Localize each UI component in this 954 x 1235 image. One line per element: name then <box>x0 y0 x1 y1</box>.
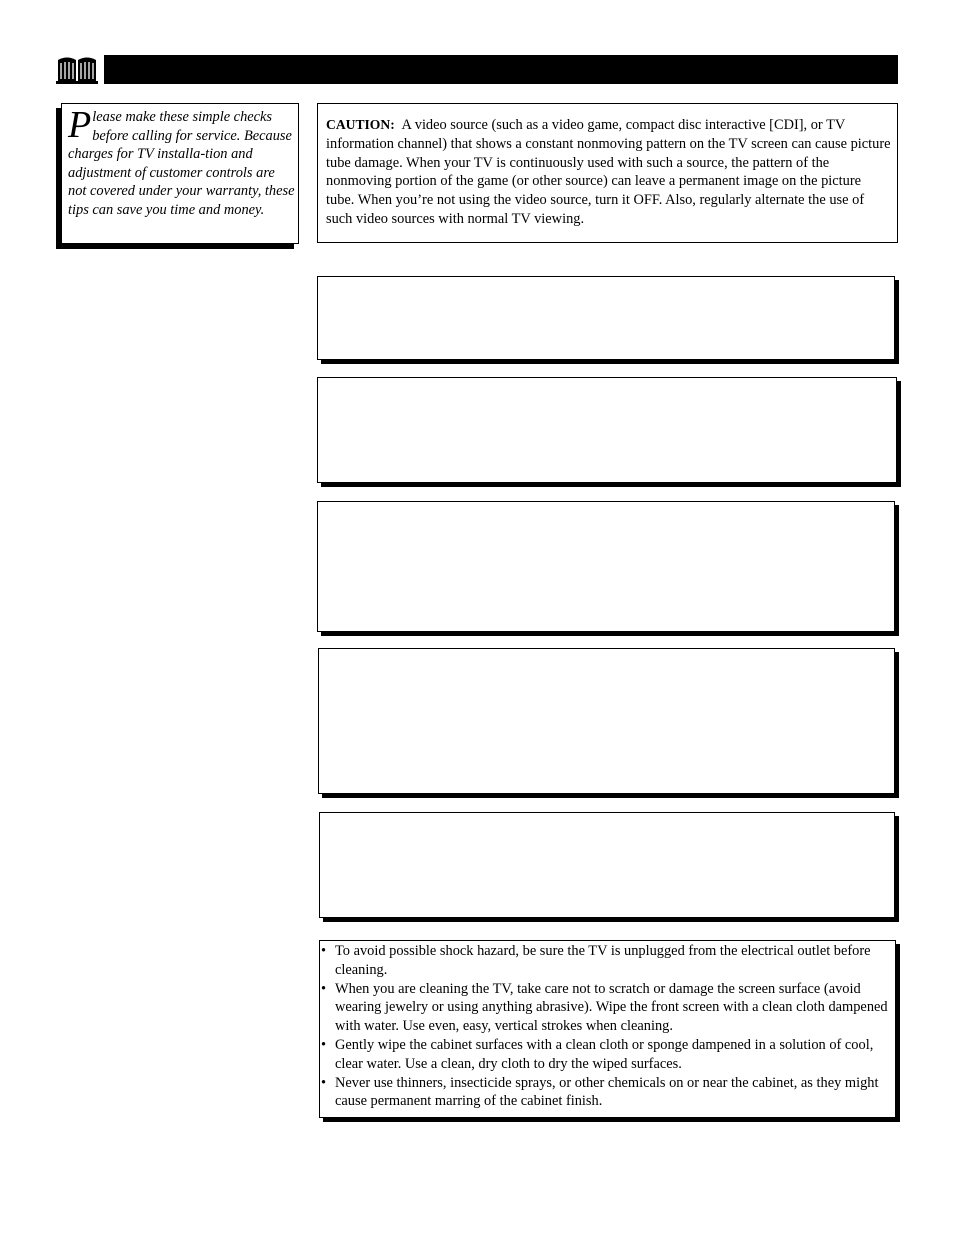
caution-label: CAUTION: <box>326 117 395 132</box>
caution-body: A video source (such as a video game, compact disc interactive [CDI], or TV information channel) that shows a constant nonmoving pattern on the TV screen can cause picture tube damage. When your TV is continuously used with such a source, the pattern of the nonmoving portion of the game (or other source) can leave a permanent image on the picture tube. When you’re not using the video source, turn it OFF. Also, regularly alternate the use of such video sources with normal TV viewing. <box>326 117 891 227</box>
caution-text <box>326 116 892 229</box>
tip-box-5 <box>319 812 895 918</box>
cleaning-box <box>319 940 896 1118</box>
cleaning-item-text: To avoid possible shock hazard, be sure the TV is unplugged from the electrical outlet before cleaning. <box>335 943 871 978</box>
cleaning-item-text: Gently wipe the cabinet surfaces with a clean cloth or sponge dampened in a solution of cool, clear water. Use a clean, dry cloth to dry the wiped surfaces. <box>335 1036 874 1072</box>
list-item <box>320 980 893 1036</box>
intro-text <box>68 104 296 220</box>
header-bar <box>104 55 898 84</box>
drop-cap: P <box>68 104 92 146</box>
bullet: • <box>321 980 327 997</box>
bullet: • <box>321 943 327 959</box>
intro-box <box>61 103 299 244</box>
cleaning-list <box>320 942 893 1111</box>
list-item <box>320 1036 893 1074</box>
bullet: • <box>321 1036 327 1053</box>
caution-box <box>317 103 898 243</box>
cleaning-item-text: Never use thinners, insecticide sprays, or other chemicals on or near the cabinet, as they might cause permanent marring of the cabinet finish. <box>335 1074 879 1110</box>
open-book-icon <box>56 54 98 84</box>
tip-box-4 <box>318 648 895 794</box>
intro-body: lease make these simple checks before calling for service. Because charges for TV installa-tion and adjustment of customer controls are not covered under your warranty, these tips can save you time and money. <box>68 109 295 218</box>
tip-box-3 <box>317 501 895 632</box>
tip-box-2 <box>317 377 897 483</box>
list-item <box>320 942 893 980</box>
cleaning-item-text: When you are cleaning the TV, take care not to scratch or damage the screen surface (avoid wearing jewelry or using anything abrasive). Wipe the front screen with a clean cloth dampened with water. Use even, easy, vertical strokes when cleaning. <box>335 980 888 1035</box>
list-item <box>320 1074 893 1112</box>
tip-box-1 <box>317 276 895 360</box>
bullet: • <box>321 1074 327 1091</box>
